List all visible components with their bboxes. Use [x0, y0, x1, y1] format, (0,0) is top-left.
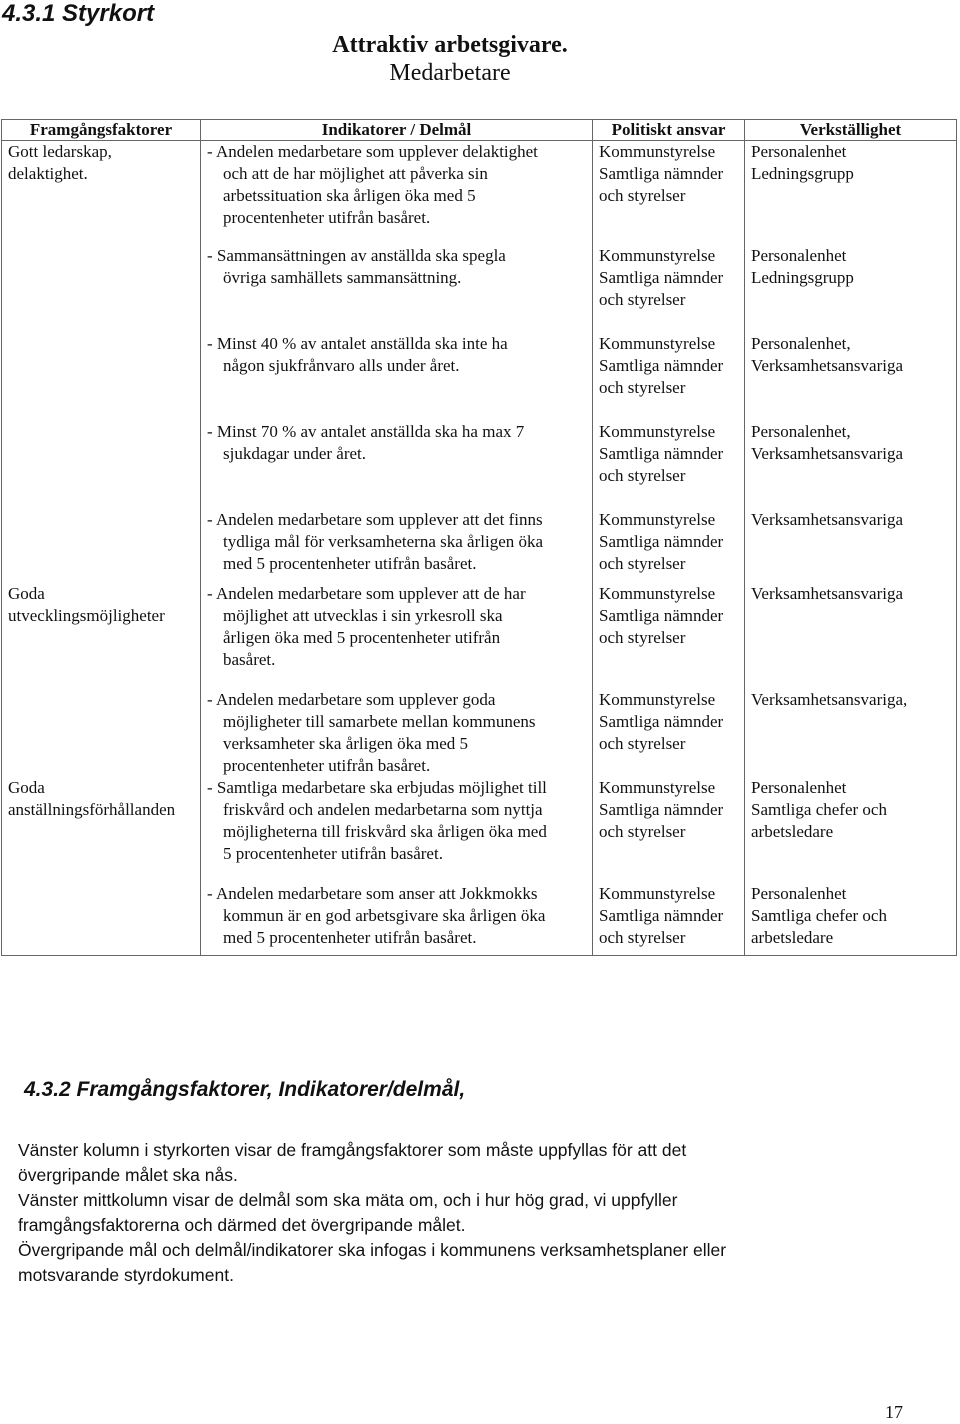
- political-cell: [593, 689, 745, 777]
- indicator-cell: [201, 777, 593, 883]
- political-line: Kommunstyrelse: [599, 690, 716, 709]
- page-number: 17: [885, 1402, 903, 1422]
- political-cell: [593, 883, 745, 956]
- executive-line: Personalenhet: [751, 778, 847, 797]
- political-line: och styrelser: [599, 628, 686, 647]
- indicator-line: basåret.: [223, 650, 276, 669]
- indicator-line: och att de har möjlighet att påverka sin: [223, 164, 488, 183]
- political-line: Samtliga nämnder: [599, 906, 724, 925]
- political-line: Kommunstyrelse: [599, 778, 716, 797]
- executive-line: Samtliga chefer och: [751, 800, 887, 819]
- factor-cell: [2, 883, 201, 956]
- political-line: och styrelser: [599, 186, 686, 205]
- indicator-line: kommun är en god arbetsgivare ska årligen öka: [223, 906, 546, 925]
- executive-line: Verksamhetsansvariga: [751, 584, 904, 603]
- indicator-line: 5 procentenheter utifrån basåret.: [223, 844, 443, 863]
- political-line: Kommunstyrelse: [599, 246, 716, 265]
- political-line: och styrelser: [599, 822, 686, 841]
- factor-cell: [2, 689, 201, 777]
- executive-cell: [745, 883, 957, 956]
- factor-cell: [2, 583, 201, 689]
- political-line: Samtliga nämnder: [599, 356, 724, 375]
- political-line: Samtliga nämnder: [599, 712, 724, 731]
- header-factor: Framgångsfaktorer: [2, 120, 201, 141]
- political-line: Kommunstyrelse: [599, 334, 716, 353]
- factor-line: anställningsförhållanden: [8, 800, 176, 819]
- political-line: och styrelser: [599, 554, 686, 573]
- indicator-line: - Andelen medarbetare som upplever att de har: [207, 584, 526, 603]
- political-line: Samtliga nämnder: [599, 532, 724, 551]
- political-line: och styrelser: [599, 734, 686, 753]
- indicator-line: procentenheter utifrån basåret.: [223, 208, 431, 227]
- indicator-line: procentenheter utifrån basåret.: [223, 756, 431, 775]
- factor-cell: [2, 333, 201, 421]
- political-line: Samtliga nämnder: [599, 268, 724, 287]
- factor-line: utvecklingsmöjligheter: [8, 606, 165, 625]
- executive-line: arbetsledare: [751, 822, 834, 841]
- political-line: och styrelser: [599, 378, 686, 397]
- factor-cell: [2, 509, 201, 583]
- body-line: Övergripande mål och delmål/indikatorer ska infogas i kommunens verksamhetsplaner eller: [18, 1240, 727, 1260]
- indicator-line: - Andelen medarbetare som upplever delaktighet: [207, 142, 538, 161]
- indicator-line: friskvård och andelen medarbetarna som nyttja: [223, 800, 543, 819]
- political-line: Kommunstyrelse: [599, 422, 716, 441]
- executive-line: Verksamhetsansvariga,: [751, 690, 908, 709]
- table-body: [2, 141, 957, 956]
- executive-cell: [745, 777, 957, 883]
- indicator-line: övriga samhällets sammansättning.: [223, 268, 462, 287]
- executive-line: Verksamhetsansvariga: [751, 356, 904, 375]
- executive-line: Verksamhetsansvariga: [751, 510, 904, 529]
- section2-heading: 4.3.2 Framgångsfaktorer, Indikatorer/delmål,: [24, 1078, 466, 1101]
- executive-line: Personalenhet: [751, 246, 847, 265]
- political-cell: [593, 333, 745, 421]
- factor-cell: [2, 777, 201, 883]
- executive-cell: [745, 245, 957, 333]
- executive-line: Ledningsgrupp: [751, 164, 854, 183]
- table-row: [2, 777, 957, 883]
- executive-cell: [745, 689, 957, 777]
- political-line: Kommunstyrelse: [599, 884, 716, 903]
- indicator-cell: [201, 421, 593, 509]
- indicator-line: - Minst 70 % av antalet anställda ska ha max 7: [207, 422, 525, 441]
- indicator-cell: [201, 245, 593, 333]
- indicator-line: - Minst 40 % av antalet anställda ska inte ha: [207, 334, 508, 353]
- political-cell: [593, 583, 745, 689]
- factor-cell: [2, 421, 201, 509]
- indicator-line: - Sammansättningen av anställda ska spegla: [207, 246, 506, 265]
- executive-line: Samtliga chefer och: [751, 906, 887, 925]
- table-row: [2, 509, 957, 583]
- indicator-cell: [201, 509, 593, 583]
- executive-cell: [745, 509, 957, 583]
- indicator-line: med 5 procentenheter utifrån basåret.: [223, 928, 477, 947]
- indicator-cell: [201, 333, 593, 421]
- political-line: Samtliga nämnder: [599, 444, 724, 463]
- body-line: framgångsfaktorerna och därmed det övergripande målet.: [18, 1215, 466, 1235]
- indicator-line: möjligheter till samarbete mellan kommunens: [223, 712, 536, 731]
- executive-line: Personalenhet: [751, 884, 847, 903]
- header-political: Politiskt ansvar: [593, 120, 745, 141]
- scorecard-subtitle: Medarbetare: [389, 60, 511, 86]
- indicator-line: sjukdagar under året.: [223, 444, 367, 463]
- indicator-line: tydliga mål för verksamheterna ska årligen öka: [223, 532, 544, 551]
- political-cell: [593, 777, 745, 883]
- executive-line: Ledningsgrupp: [751, 268, 854, 287]
- political-cell: [593, 509, 745, 583]
- political-cell: [593, 141, 745, 246]
- header-indicator: Indikatorer / Delmål: [201, 120, 593, 141]
- factor-line: Goda: [8, 584, 45, 603]
- factor-cell: [2, 141, 201, 246]
- indicator-line: - Samtliga medarbetare ska erbjudas möjlighet till: [207, 778, 547, 797]
- indicator-line: - Andelen medarbetare som upplever goda: [207, 690, 496, 709]
- executive-cell: [745, 333, 957, 421]
- scorecard-table: [1, 119, 957, 956]
- political-cell: [593, 245, 745, 333]
- executive-line: Personalenhet: [751, 142, 847, 161]
- executive-cell: [745, 421, 957, 509]
- header-executive: Verkställighet: [745, 120, 957, 141]
- table-row: [2, 421, 957, 509]
- political-line: Samtliga nämnder: [599, 800, 724, 819]
- factor-line: Gott ledarskap,: [8, 142, 112, 161]
- body-line: övergripande målet ska nås.: [18, 1165, 238, 1185]
- section-heading: 4.3.1 Styrkort: [2, 0, 155, 27]
- body-line: Vänster kolumn i styrkorten visar de framgångsfaktorer som måste uppfyllas för att det: [18, 1140, 687, 1160]
- table-row: [2, 883, 957, 956]
- table-header-row: [2, 120, 957, 141]
- indicator-line: möjlighet att utvecklas i sin yrkesroll ska: [223, 606, 503, 625]
- political-line: Kommunstyrelse: [599, 584, 716, 603]
- indicator-cell: [201, 141, 593, 246]
- factor-line: delaktighet.: [8, 164, 88, 183]
- political-line: Samtliga nämnder: [599, 606, 724, 625]
- political-line: och styrelser: [599, 928, 686, 947]
- indicator-line: - Andelen medarbetare som upplever att det finns: [207, 510, 543, 529]
- executive-line: Personalenhet,: [751, 422, 851, 441]
- political-line: Kommunstyrelse: [599, 142, 716, 161]
- indicator-line: möjligheterna till friskvård ska årligen öka med: [223, 822, 547, 841]
- political-line: och styrelser: [599, 290, 686, 309]
- indicator-cell: [201, 583, 593, 689]
- factor-line: Goda: [8, 778, 45, 797]
- section2-body: [18, 1138, 938, 1288]
- scorecard-title: Attraktiv arbetsgivare.: [332, 32, 568, 58]
- indicator-line: arbetssituation ska årligen öka med 5: [223, 186, 476, 205]
- indicator-line: - Andelen medarbetare som anser att Jokkmokks: [207, 884, 538, 903]
- executive-line: arbetsledare: [751, 928, 834, 947]
- body-line: Vänster mittkolumn visar de delmål som ska mäta om, och i hur hög grad, vi uppfyller: [18, 1190, 678, 1210]
- executive-line: Personalenhet,: [751, 334, 851, 353]
- political-line: Samtliga nämnder: [599, 164, 724, 183]
- indicator-line: någon sjukfrånvaro alls under året.: [223, 356, 460, 375]
- political-cell: [593, 421, 745, 509]
- executive-cell: [745, 583, 957, 689]
- table-row: [2, 333, 957, 421]
- indicator-line: verksamheter ska årligen öka med 5: [223, 734, 468, 753]
- indicator-line: årligen öka med 5 procentenheter utifrån: [223, 628, 501, 647]
- indicator-cell: [201, 883, 593, 956]
- table-row: [2, 583, 957, 689]
- executive-cell: [745, 141, 957, 246]
- indicator-line: med 5 procentenheter utifrån basåret.: [223, 554, 477, 573]
- political-line: Kommunstyrelse: [599, 510, 716, 529]
- table-row: [2, 245, 957, 333]
- political-line: och styrelser: [599, 466, 686, 485]
- table-row: [2, 689, 957, 777]
- executive-line: Verksamhetsansvariga: [751, 444, 904, 463]
- table-row: [2, 141, 957, 246]
- indicator-cell: [201, 689, 593, 777]
- factor-cell: [2, 245, 201, 333]
- body-line: motsvarande styrdokument.: [18, 1265, 234, 1285]
